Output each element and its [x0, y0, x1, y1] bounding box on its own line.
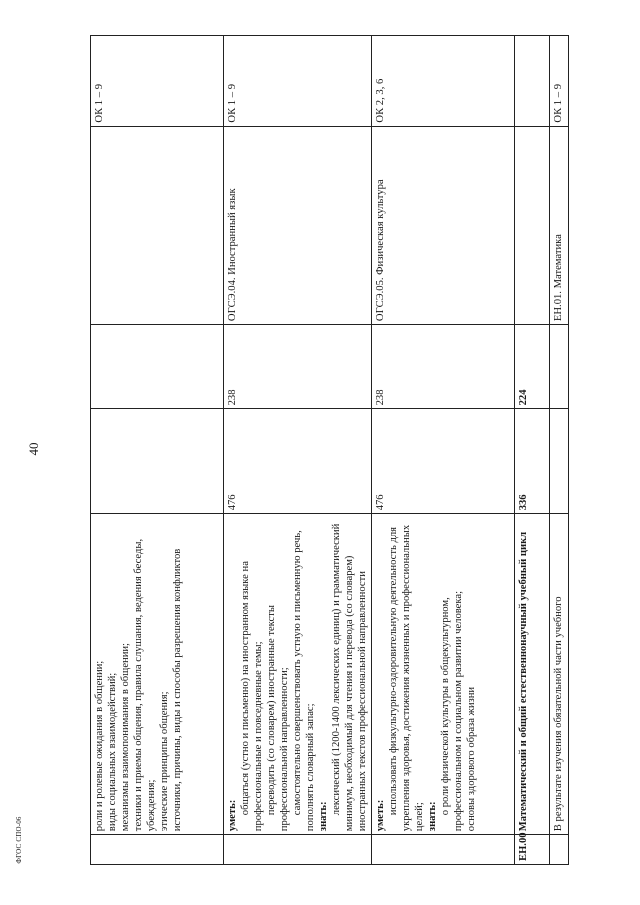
oblig-hours-cell: 238: [372, 325, 515, 409]
discipline-cell: ОГСЭ.04. Иностранный язык: [224, 126, 372, 325]
footer-label: ФГОС СПО-06: [15, 816, 23, 864]
table-row: [515, 36, 550, 865]
discipline-cell: [91, 126, 224, 325]
requirement-line: о роли физической культуры в общекультурном, профессиональном и социальном развитии человека;: [440, 590, 464, 832]
requirements-cell: В результате изучения обязательной части учебного: [550, 514, 569, 835]
requirement-line: общаться (устно и письменно) на иностранном языке на профессиональные и повседневные темы;: [240, 561, 264, 832]
competences-cell: ОК 1 – 9: [91, 36, 224, 127]
competences-cell: ОК 2, 3, 6: [372, 36, 515, 127]
oblig-hours-cell: 238: [224, 325, 372, 409]
requirement-line: лексический (1200-1400 лексических единиц) и грамматический минимум, необходимый для чтения и перевода (со словарем) иностранных текстов профессиональной направленности: [331, 523, 368, 832]
requirement-line: виды социальных взаимодействий;: [107, 672, 118, 832]
standard-table: [90, 35, 569, 865]
max-hours-cell: 476: [224, 409, 372, 514]
cycle-code-cell: [372, 835, 515, 865]
oblig-hours-cell: [550, 325, 569, 409]
requirement-line: самостоятельно совершенствовать устную и письменную речь, пополнять словарный запас;: [292, 530, 316, 832]
max-hours-cell: [550, 409, 569, 514]
requirement-line: техники и приемы общения, правила слушания, ведения беседы, убеждения;: [133, 538, 157, 832]
max-hours-cell: [91, 409, 224, 514]
requirement-line: переводить (со словарем) иностранные тексты профессиональной направленности;: [266, 604, 290, 832]
requirement-line: механизмы взаимопонимания в общении;: [120, 643, 131, 832]
rotated-standard-table: [90, 35, 600, 865]
umet-heading: уметь:: [227, 799, 238, 832]
table-row: [224, 36, 372, 865]
requirement-line: источники, причины, виды и способы разрешения конфликтов: [172, 548, 183, 832]
table-row: [91, 36, 224, 865]
table-row: [550, 36, 569, 865]
cycle-code-cell: [550, 835, 569, 865]
requirement-line: использовать физкультурно-оздоровительную деятельность для укрепления здоровья, достижения жизненных и профессиональных целей;: [388, 524, 425, 832]
umet-heading: уметь:: [375, 799, 386, 832]
requirements-cell: [91, 514, 224, 835]
requirement-line: основы здорового образа жизни: [466, 686, 477, 832]
competences-cell: [515, 36, 550, 127]
competences-cell: ОК 1 – 9: [224, 36, 372, 127]
max-hours-value: 336: [518, 494, 529, 511]
cycle-code-cell: [515, 832, 550, 865]
cycle-title: Математический и общий естественнонаучный учебный цикл: [518, 531, 529, 832]
discipline-cell: ОГСЭ.05. Физическая культура: [372, 126, 515, 325]
requirements-cell: [515, 514, 550, 835]
discipline-cell: [515, 126, 550, 325]
competences-cell: ОК 1 – 9: [550, 36, 569, 127]
max-hours-cell: 476: [372, 409, 515, 514]
table-row: [372, 36, 515, 865]
requirement-line: роли и ролевые ожидания в общении;: [94, 660, 105, 832]
page-number: 40: [26, 442, 41, 456]
requirement-line: этические принципы общения;: [159, 691, 170, 832]
cycle-code-cell: [224, 835, 372, 865]
discipline-cell: ЕН.01. Математика: [550, 126, 569, 325]
oblig-hours-cell: [515, 325, 550, 409]
requirements-cell: [224, 514, 372, 835]
cycle-code-cell: [91, 835, 224, 865]
oblig-hours-value: 224: [518, 389, 529, 406]
oblig-hours-cell: [91, 325, 224, 409]
requirements-cell: [372, 514, 515, 835]
znat-heading: знать:: [318, 801, 329, 832]
znat-heading: знать:: [427, 801, 438, 832]
cycle-code: ЕН.00: [518, 832, 529, 861]
max-hours-cell: [515, 409, 550, 514]
